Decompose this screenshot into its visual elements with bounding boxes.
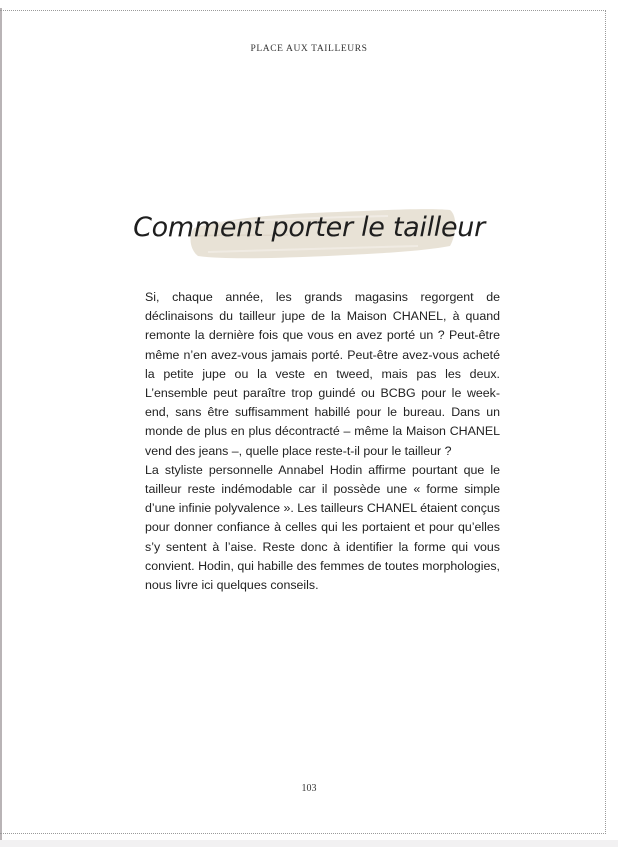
running-head: PLACE AUX TAILLEURS — [250, 44, 368, 54]
dotted-border-top — [0, 10, 606, 11]
dotted-border-bottom — [0, 833, 606, 834]
page-number: 103 — [301, 783, 317, 794]
paragraph: La styliste personnelle Annabel Hodin affirme pourtant que le tailleur reste indémodable car il possède une « forme simple d’une infinie polyvalence ». Les tailleurs CHANEL étaient conçus pour donner confiance à celles qui les portaient et pour qu’elles s’y sentent à l’aise. Reste donc à identifier la forme qui vous convient. Hodin, qui habille des femmes de toutes morphologies, nous livre ici quelques conseils. — [145, 462, 500, 593]
page-title: Comment porter le tailleur — [133, 212, 485, 243]
page-left-edge — [0, 8, 2, 847]
dotted-border-right — [605, 10, 606, 834]
paragraph: Si, chaque année, les grands magasins regorgent de déclinaisons du tailleur jupe de la Maison CHANEL, à quand remonte la dernière fois que vous en avez porté un ? Peut-être même n’en avez-vous jamais porté. Peut-être avez-vous acheté la petite jupe ou la veste en tweed, mais pas les deux. L’ensemble peut paraître trop guindé ou BCBG pour le week-end, sans être suffisamment habillé pour le bureau. Dans un monde de plus en plus décontracté – même la Maison CHANEL vend des jeans –, quelle place reste-t-il pour le tailleur ? — [145, 290, 500, 458]
body-text — [145, 288, 500, 595]
bottom-band — [0, 840, 618, 847]
